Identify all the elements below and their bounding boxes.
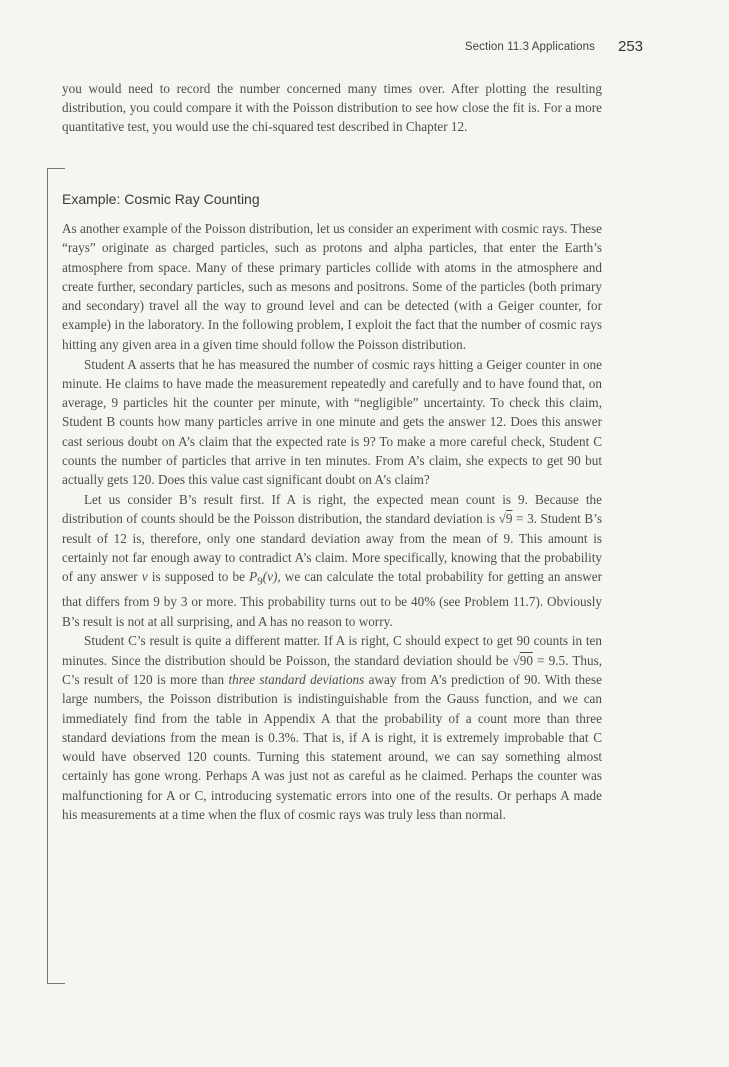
math-p-argument: (ν) — [262, 569, 278, 585]
example-paragraph-4 — [62, 631, 602, 824]
emphasis-three-standard-deviations: three standard deviations — [228, 671, 365, 687]
sqrt-radicand-90: 90 — [519, 652, 533, 668]
section-label: Section 11.3 Applications — [464, 41, 595, 53]
p4-text-b: = 9.5. Thus, C’s result of 120 is more than — [62, 652, 602, 687]
example-paragraph-3 — [62, 490, 602, 631]
running-head — [0, 38, 729, 58]
p4-text-c: away from A’s prediction of 90. With these large numbers, the Poisson distribution is indistinguishable from the Gauss function, and we can immediately find from the table in Appendix A that the probability of a count more than three standard deviations from the mean is 0.3%. That is, if A is right, it is extremely improbable that C would have observed 120 counts. Turning this statement around, we can say something almost certainly has gone wrong. Perhaps A was just not as careful as he claimed. Perhaps the counter was malfunctioning for A or C, introducing systematic errors into one of the results. Or perhaps A made his measurements at a time when the flux of cosmic rays was truly less than normal. — [62, 671, 602, 823]
example-title: Example: Cosmic Ray Counting — [62, 191, 260, 207]
math-nu: ν — [141, 569, 148, 585]
page-number: 253 — [618, 38, 644, 55]
math-p-subscript: 9 — [257, 575, 263, 588]
example-body — [62, 219, 602, 824]
p4-text-a: Student C’s result is quite a different matter. If A is right, C should expect to get 90 counts in ten minutes. Since the distribution should be Poisson, the standard deviation should be √ — [62, 633, 602, 668]
p3-text-b: = 3. Student B’s result of 12 is, therefore, only one standard deviation away from the mean of 9. This amount is certainly not far enough away to contradict A’s claim. More specifically, knowing that the probability of any answer — [62, 511, 602, 585]
example-paragraph-1: As another example of the Poisson distribution, let us consider an experiment with cosmic rays. These “rays” originate as charged particles, such as protons and alpha particles, that enter the Earth’s atmosphere from space. Many of these primary particles collide with atoms in the atmosphere and create further, secondary particles, such as mesons and positrons. Some of the particles (both primary and secondary) travel all the way to ground level and can be detected (with a Geiger counter, for example) in the laboratory. In the following problem, I exploit the fact that the number of cosmic rays hitting any given area in a given time should follow the Poisson distribution. — [62, 221, 602, 352]
p3-text-a: Let us consider B’s result first. If A is right, the expected mean count is 9. Because the distribution of counts should be the Poisson distribution, the standard deviation is √ — [62, 492, 602, 527]
example-bracket-bottom — [47, 983, 65, 984]
intro-paragraph: you would need to record the number concerned many times over. After plotting the resulting distribution, you could compare it with the Poisson distribution to see how close the fit is. For a more quantitative test, you would use the chi-squared test described in Chapter 12. — [62, 81, 602, 135]
math-p: P — [249, 569, 258, 585]
sqrt-radicand-9: 9 — [505, 511, 513, 527]
example-bracket-top — [47, 168, 65, 169]
example-bracket-rule — [47, 168, 48, 984]
p3-text-d: , we can calculate the total probability for getting an answer that differs from 9 by 3 or more. This probability turns out to be 40% (see Problem 11.7). Obviously B’s result is not at all surprising, and A has no reason to worry. — [62, 569, 603, 629]
p3-text-c: is supposed to be — [147, 569, 250, 585]
example-paragraph-2: Student A asserts that he has measured the number of cosmic rays hitting a Geiger counter in one minute. He claims to have made the measurement repeatedly and carefully and to have found that, on average, 9 particles hit the counter per minute, with “negligible” uncertainty. To check this claim, Student B counts how many particles arrive in one minute and gets the answer 12. Does this answer cast serious doubt on A’s claim that the expected rate is 9? To make a more careful check, Student C counts the number of particles that arrive in ten minutes. From A’s claim, she expects to get 90 but actually gets 120. Does this value cast significant doubt on A’s claim? — [62, 356, 602, 488]
